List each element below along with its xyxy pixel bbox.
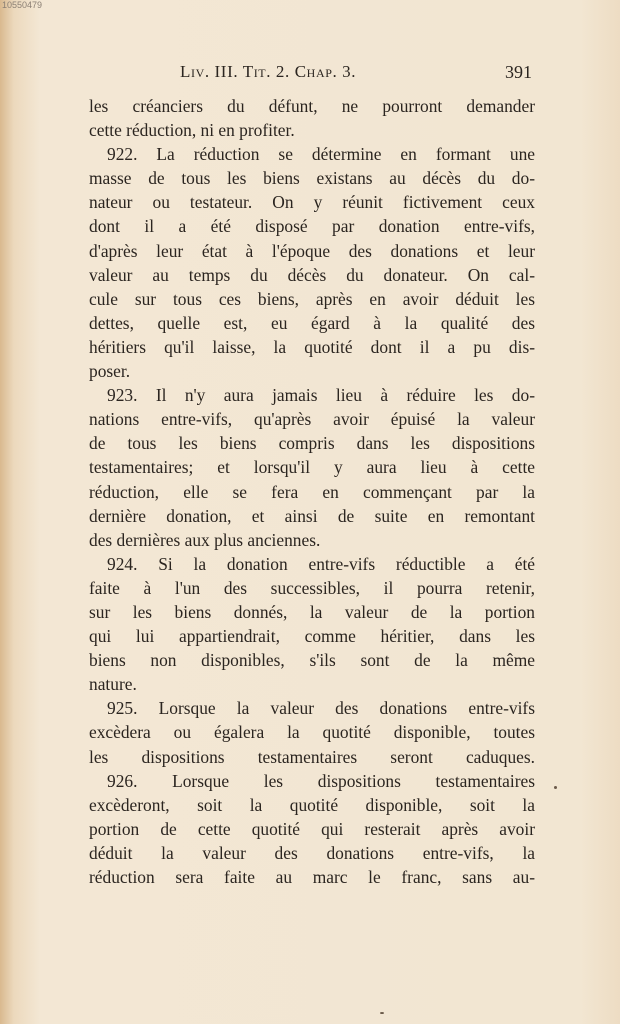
running-title: Liv. III. Tit. 2. Chap. 3.: [180, 62, 357, 81]
text-line: d'après leur état à l'époque des donations et leur: [89, 240, 535, 261]
text-line: portion de cette quotité qui resterait après avoir: [89, 818, 535, 839]
text-line: nateur ou testateur. On y réunit fictivement ceux: [89, 192, 535, 213]
text-line: cule sur tous ces biens, après en avoir déduit les: [89, 288, 535, 309]
text-line: réduction sera faite au marc le franc, sans au-: [89, 867, 535, 887]
text-line: biens non disponibles, s'ils sont de la même: [89, 650, 535, 671]
text-line: dernière donation, et ainsi de suite en remontant: [89, 505, 535, 526]
text-line: dont il a été disposé par donation entre-vifs,: [89, 216, 535, 237]
article-first-line: 923. Il n'y aura jamais lieu à réduire les do-: [107, 385, 535, 406]
article-first-line: 922. La réduction se détermine en formant une: [107, 144, 535, 165]
text-line: qui lui appartiendrait, comme héritier, dans les: [89, 626, 535, 647]
text-line: excèdera ou égalera la quotité disponible, toutes: [89, 722, 535, 743]
text-line: nature.: [89, 674, 137, 695]
paper-speck: [380, 1012, 384, 1014]
text-line: excèderont, soit la quotité disponible, soit la: [89, 794, 535, 815]
article-first-line: 924. Si la donation entre-vifs réductible a été: [107, 553, 535, 574]
text-line: testamentaires; et lorsqu'il y aura lieu à cette: [89, 457, 535, 478]
text-line: des dernières aux plus anciennes.: [89, 529, 321, 550]
page-number: 391: [505, 62, 532, 82]
page-identifier: 10550479: [2, 0, 43, 10]
text-line: héritiers qu'il laisse, la quotité dont il a pu dis-: [89, 336, 535, 357]
body-text: [89, 94, 535, 889]
text-line: déduit la valeur des donations entre-vifs, la: [89, 842, 535, 863]
text-line: nations entre-vifs, qu'après avoir épuisé la valeur: [89, 409, 535, 430]
text-line: poser.: [89, 361, 131, 382]
text-line: les créanciers du défunt, ne pourront demander: [89, 96, 535, 116]
text-line: faite à l'un des successibles, il pourra retenir,: [89, 577, 535, 598]
running-header: [0, 62, 620, 86]
text-line: de tous les biens compris dans les dispositions: [89, 433, 535, 454]
paper-speck: [554, 786, 557, 789]
article-first-line: 926. Lorsque les dispositions testamentaires: [107, 770, 535, 791]
text-line: valeur au temps du décès du donateur. On cal-: [89, 264, 535, 285]
text-line: les dispositions testamentaires seront caduques.: [89, 746, 535, 767]
text-line: réduction, elle se fera en commençant par la: [89, 481, 535, 502]
article-first-line: 925. Lorsque la valeur des donations entre-vifs: [107, 698, 535, 719]
text-line: cette réduction, ni en profiter.: [89, 120, 295, 141]
text-line: sur les biens donnés, la valeur de la portion: [89, 601, 535, 622]
text-line: dettes, quelle est, eu égard à la qualité des: [89, 312, 535, 333]
text-line: masse de tous les biens existans au décès du do-: [89, 168, 535, 189]
